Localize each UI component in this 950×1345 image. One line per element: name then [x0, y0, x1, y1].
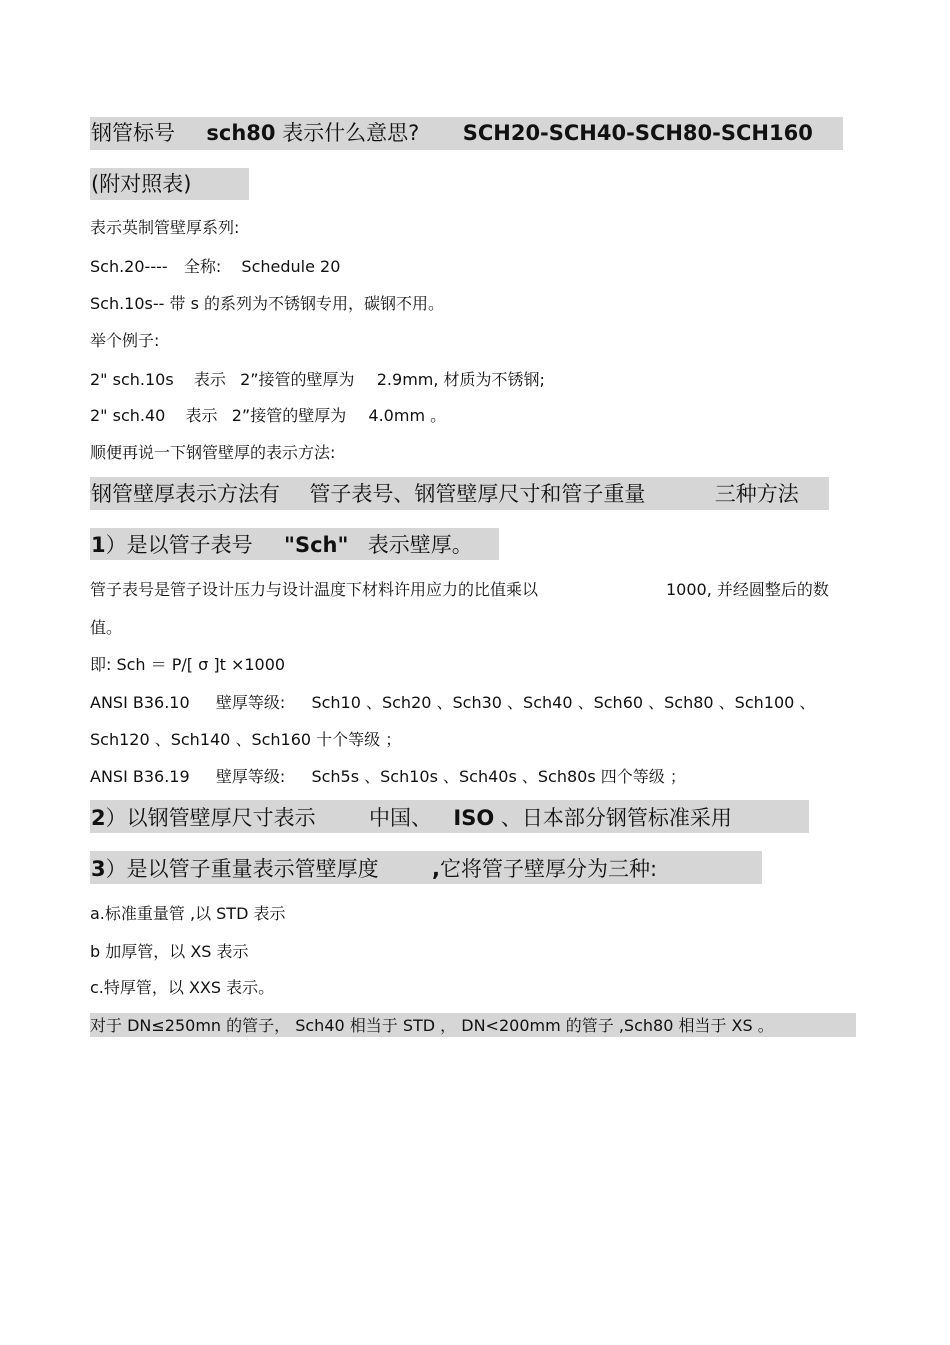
ansi-b3619-line: ANSI B36.19 壁厚等级: Sch5s 、Sch10s 、Sch40s 、Sch80s 四个等级 ； — [90, 767, 686, 786]
intro-line-3: Sch.10s-- 带 s 的系列为不锈钢专用，碳钢不用。 — [90, 294, 445, 313]
intro-line-2: Sch.20---- 全称: Schedule 20 — [90, 257, 341, 276]
section3-item-c: c.特厚管，以 XXS 表示。 — [90, 978, 275, 997]
title-part-3: 表示什么意思? — [282, 121, 420, 145]
section3-item-b: b 加厚管，以 XS 表示 — [90, 942, 249, 961]
title-line-2 — [91, 170, 191, 198]
intro-line-5: 2" sch.10s 表示 2”接管的壁厚为 2.9mm, 材质为不锈钢; — [90, 370, 545, 389]
intro-line-1: 表示英制管壁厚系列: — [90, 218, 240, 237]
methods-heading: 钢管壁厚表示方法有 管子表号、钢管壁厚尺寸和管子重量 三种方法 — [91, 482, 799, 506]
title-line-1 — [91, 119, 813, 147]
title-part-2: sch80 — [206, 121, 276, 145]
title-subtitle: (附对照表) — [91, 172, 192, 196]
title-part-1: 钢管标号 — [91, 121, 175, 145]
footer-line: 对于 DN≤250mn 的管子， Sch40 相当于 STD ， DN<200mm 的管子 ,Sch80 相当于 XS 。 — [90, 1016, 774, 1035]
section1-paragraph-line-1: 管子表号是管子设计压力与设计温度下材料许用应力的比值乘以 — [90, 580, 539, 599]
section3-item-a: a.标准重量管 ,以 STD 表示 — [90, 904, 286, 923]
ansi-b3610-line-1: ANSI B36.10 壁厚等级: Sch10 、Sch20 、Sch30 、Sch40 、Sch60 、Sch80 、Sch100 、 — [90, 693, 816, 712]
ansi-b3610-line-2: Sch120 、Sch140 、Sch160 十个等级 ； — [90, 730, 402, 749]
intro-line-6: 2" sch.40 表示 2”接管的壁厚为 4.0mm 。 — [90, 406, 447, 425]
section3-heading: 3）是以管子重量表示管壁厚度 ,它将管子壁厚分为三种: — [91, 857, 658, 881]
section2-heading: 2）以钢管壁厚尺寸表示 中国、 ISO 、日本部分钢管标准采用 — [91, 806, 732, 830]
intro-line-4: 举个例子: — [90, 331, 160, 350]
title-part-4: SCH20-SCH40-SCH80-SCH160 — [462, 121, 813, 145]
section1-paragraph-line-2: 值。 — [90, 618, 123, 637]
intro-line-7: 顺便再说一下钢管壁厚的表示方法: — [90, 443, 336, 462]
section1-heading: 1）是以管子表号 "Sch" 表示壁厚。 — [91, 533, 473, 557]
section1-formula: 即: Sch ＝ P/[ σ ]t ×1000 — [90, 655, 286, 674]
section1-paragraph-line-1b: 1000, 并经圆整后的数 — [666, 580, 829, 599]
